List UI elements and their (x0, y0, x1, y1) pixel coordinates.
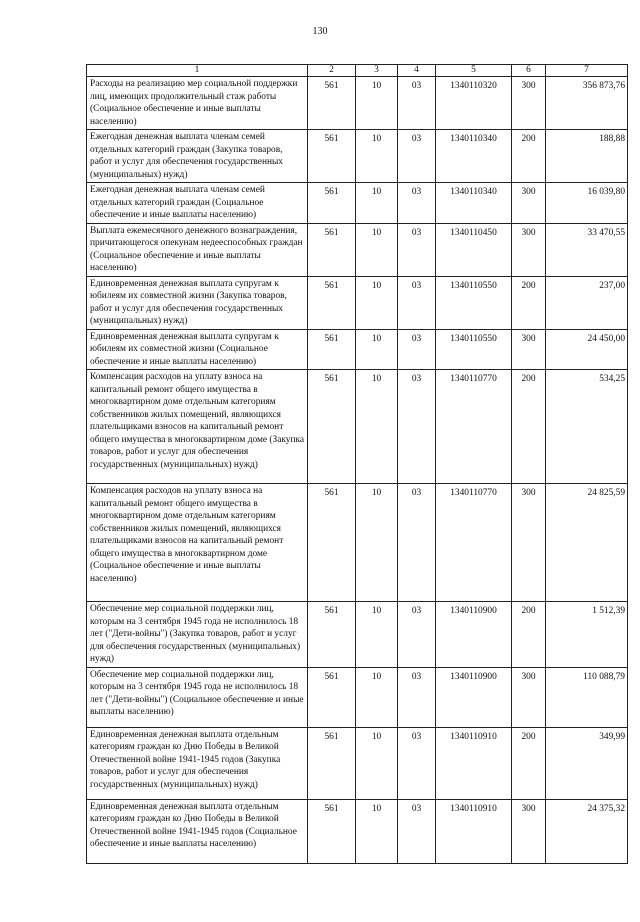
table-row (87, 276, 628, 329)
row-cell-c3: 10 (356, 602, 398, 668)
row-cell-c6: 200 (512, 130, 546, 183)
table-row (87, 370, 628, 484)
row-cell-c4: 03 (398, 667, 436, 727)
row-cell-c6: 300 (512, 667, 546, 727)
row-description: Обеспечение мер социальной поддержки лиц, которым на 3 сентября 1945 года не исполнилось 18 лет ("Дети-войны") (Социальное обеспечение и иные выплаты населению) (87, 667, 308, 727)
row-cell-c2: 561 (308, 329, 356, 370)
row-cell-c6: 200 (512, 370, 546, 484)
row-cell-c7: 188,88 (546, 130, 628, 183)
header-cell: 7 (546, 65, 628, 77)
row-cell-c6: 300 (512, 484, 546, 602)
table-row (87, 130, 628, 183)
page-number: 130 (312, 26, 328, 37)
row-cell-c3: 10 (356, 276, 398, 329)
row-cell-c4: 03 (398, 602, 436, 668)
row-description: Компенсация расходов на уплату взноса на капитальный ремонт общего имущества в многоквартирном доме отдельным категориям собственников жилых помещений, являющихся плательщиками взносов на капитальный ремонт общего имущества в многоквартирном доме (Закупка товаров, работ и услуг для обеспечения государственных (муниципальных) нужд) (87, 370, 308, 484)
table-row (87, 484, 628, 602)
row-cell-c2: 561 (308, 223, 356, 276)
row-cell-c7: 33 470,55 (546, 223, 628, 276)
row-cell-c7: 534,25 (546, 370, 628, 484)
row-cell-c7: 349,99 (546, 727, 628, 799)
row-cell-c5: 1340110900 (436, 667, 512, 727)
row-cell-c3: 10 (356, 667, 398, 727)
row-cell-c7: 16 039,80 (546, 183, 628, 224)
row-cell-c6: 300 (512, 183, 546, 224)
row-cell-c3: 10 (356, 484, 398, 602)
row-cell-c7: 1 512,39 (546, 602, 628, 668)
row-description: Единовременная денежная выплата супругам к юбилеям их совместной жизни (Социальное обеспечение и иные выплаты населению) (87, 329, 308, 370)
row-description: Единовременная денежная выплата отдельным категориям граждан ко Дню Победы в Великой Отечественной войне 1941-1945 годов (Социальное обеспечение и иные выплаты населению) (87, 799, 308, 863)
row-cell-c4: 03 (398, 183, 436, 224)
header-cell: 6 (512, 65, 546, 77)
row-cell-c3: 10 (356, 183, 398, 224)
row-cell-c5: 1340110910 (436, 799, 512, 863)
row-cell-c5: 1340110340 (436, 130, 512, 183)
row-cell-c4: 03 (398, 276, 436, 329)
row-cell-c2: 561 (308, 130, 356, 183)
row-cell-c6: 200 (512, 727, 546, 799)
row-description: Единовременная денежная выплата отдельным категориям граждан ко Дню Победы в Великой Отечественной войне 1941-1945 годов (Закупка товаров, работ и услуг для обеспечения государственных (муниципальных) нужд) (87, 727, 308, 799)
row-cell-c3: 10 (356, 329, 398, 370)
row-cell-c5: 1340110910 (436, 727, 512, 799)
row-cell-c3: 10 (356, 223, 398, 276)
row-cell-c4: 03 (398, 727, 436, 799)
header-cell: 3 (356, 65, 398, 77)
row-cell-c2: 561 (308, 667, 356, 727)
row-cell-c6: 300 (512, 329, 546, 370)
table-row (87, 223, 628, 276)
table-row (87, 799, 628, 863)
header-row (87, 65, 628, 77)
row-cell-c5: 1340110550 (436, 276, 512, 329)
row-cell-c2: 561 (308, 602, 356, 668)
header-cell: 2 (308, 65, 356, 77)
row-cell-c4: 03 (398, 223, 436, 276)
row-cell-c2: 561 (308, 276, 356, 329)
row-cell-c3: 10 (356, 77, 398, 130)
row-cell-c5: 1340110770 (436, 370, 512, 484)
budget-table (86, 64, 628, 864)
row-cell-c5: 1340110320 (436, 77, 512, 130)
row-cell-c6: 200 (512, 602, 546, 668)
row-cell-c2: 561 (308, 370, 356, 484)
row-description: Выплата ежемесячного денежного вознаграждения, причитающегося опекунам недееспособных граждан (Социальное обеспечение и иные выплаты населению) (87, 223, 308, 276)
header-cell: 5 (436, 65, 512, 77)
header-cell: 4 (398, 65, 436, 77)
header-cell: 1 (87, 65, 308, 77)
row-description: Расходы на реализацию мер социальной поддержки лиц, имеющих продолжительный стаж работы (Социальное обеспечение и иные выплаты населению) (87, 77, 308, 130)
row-cell-c4: 03 (398, 130, 436, 183)
row-cell-c5: 1340110340 (436, 183, 512, 224)
row-cell-c7: 110 088,79 (546, 667, 628, 727)
row-cell-c7: 24 825,59 (546, 484, 628, 602)
row-cell-c4: 03 (398, 370, 436, 484)
row-cell-c4: 03 (398, 329, 436, 370)
row-cell-c6: 200 (512, 276, 546, 329)
table-row (87, 602, 628, 668)
row-cell-c5: 1340110550 (436, 329, 512, 370)
row-cell-c2: 561 (308, 77, 356, 130)
row-cell-c3: 10 (356, 799, 398, 863)
row-cell-c4: 03 (398, 799, 436, 863)
row-cell-c5: 1340110900 (436, 602, 512, 668)
row-cell-c3: 10 (356, 130, 398, 183)
row-description: Ежегодная денежная выплата членам семей отдельных категорий граждан (Социальное обеспечение и иные выплаты населению) (87, 183, 308, 224)
row-cell-c7: 24 375,32 (546, 799, 628, 863)
row-cell-c7: 356 873,76 (546, 77, 628, 130)
row-cell-c3: 10 (356, 370, 398, 484)
row-cell-c2: 561 (308, 799, 356, 863)
row-cell-c5: 1340110450 (436, 223, 512, 276)
row-description: Единовременная денежная выплата супругам к юбилеям их совместной жизни (Закупка товаров, работ и услуг для обеспечения государственных (муниципальных) нужд) (87, 276, 308, 329)
table-row (87, 667, 628, 727)
row-cell-c6: 300 (512, 799, 546, 863)
row-description: Ежегодная денежная выплата членам семей отдельных категорий граждан (Закупка товаров, работ и услуг для обеспечения государственных (муниципальных) нужд) (87, 130, 308, 183)
row-description: Обеспечение мер социальной поддержки лиц, которым на 3 сентября 1945 года не исполнилось 18 лет ("Дети-войны") (Закупка товаров, работ и услуг для обеспечения государственных (муниципальных) нужд) (87, 602, 308, 668)
row-cell-c7: 24 450,00 (546, 329, 628, 370)
row-cell-c6: 300 (512, 77, 546, 130)
row-description: Компенсация расходов на уплату взноса на капитальный ремонт общего имущества в многоквартирном доме отдельным категориям собственников жилых помещений, являющихся плательщиками взносов на капитальный ремонт общего имущества в многоквартирном доме (Социальное обеспечение и иные выплаты населению) (87, 484, 308, 602)
row-cell-c7: 237,00 (546, 276, 628, 329)
table-row (87, 183, 628, 224)
row-cell-c4: 03 (398, 77, 436, 130)
row-cell-c2: 561 (308, 727, 356, 799)
row-cell-c2: 561 (308, 484, 356, 602)
table-row (87, 77, 628, 130)
row-cell-c4: 03 (398, 484, 436, 602)
row-cell-c2: 561 (308, 183, 356, 224)
row-cell-c6: 300 (512, 223, 546, 276)
table-row (87, 329, 628, 370)
row-cell-c3: 10 (356, 727, 398, 799)
table-row (87, 727, 628, 799)
row-cell-c5: 1340110770 (436, 484, 512, 602)
